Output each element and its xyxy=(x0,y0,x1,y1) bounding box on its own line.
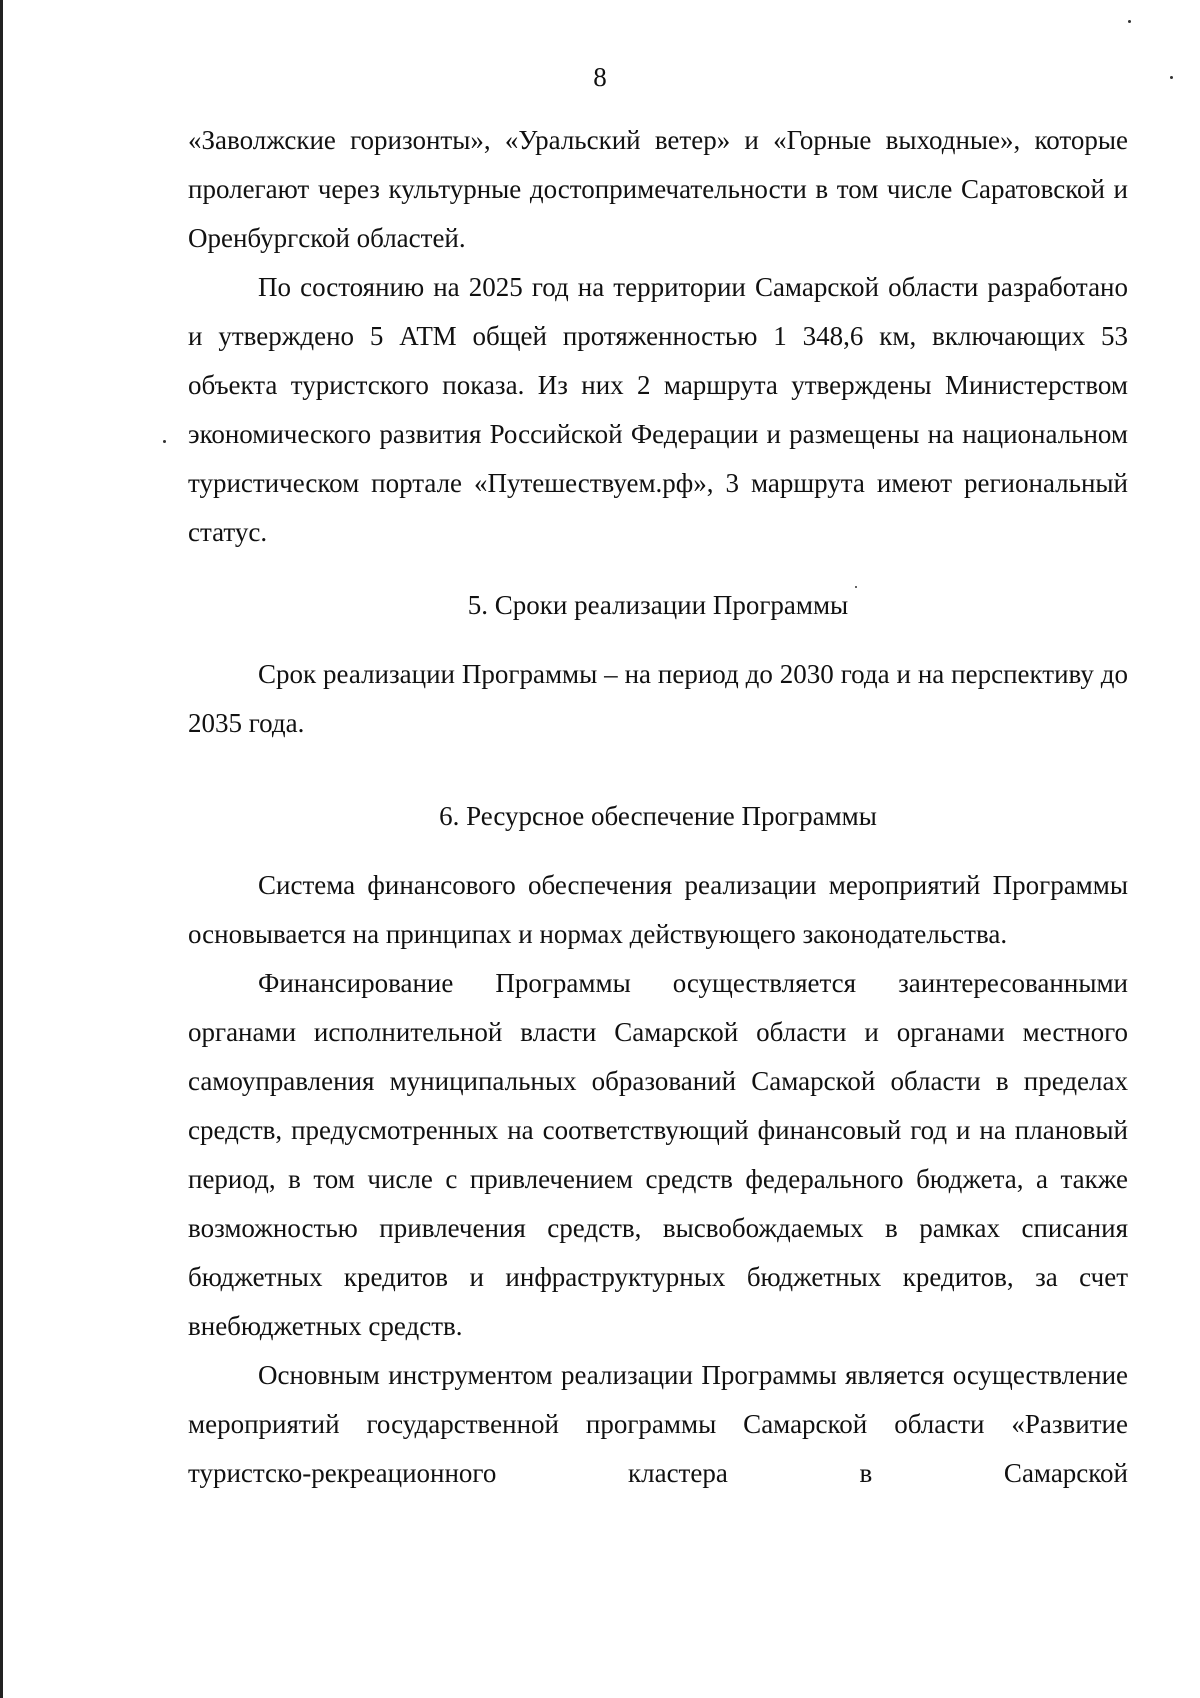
scan-speck xyxy=(1128,20,1131,23)
section-heading: 5. Сроки реализации Программы xyxy=(467,590,849,620)
paragraph: Основным инструментом реализации Программы является осуществление мероприятий государственной программы Самарской области «Развитие туристско-рекреационного кластера в Самарской xyxy=(188,1360,1128,1488)
scan-speck xyxy=(163,440,166,443)
paragraph: Срок реализации Программы – на период до 2030 года и на перспективу до 2035 года. xyxy=(188,659,1128,738)
section-heading: 6. Ресурсное обеспечение Программы xyxy=(439,801,877,831)
paragraph: Финансирование Программы осуществляется заинтересованными органами исполнительной власти Самарской области и органами местного самоуправления муниципальных образований Самарской области в пределах средств, предусмотренных на соответствующий финансовый год и на плановый период, в том числе с привлечением средств федерального бюджета, а также возможностью привлечения средств, высвобождаемых в рамках списания бюджетных кредитов и инфраструктурных бюджетных кредитов, за счет внебюджетных средств. xyxy=(188,968,1128,1341)
document-body xyxy=(188,116,1128,1498)
paragraph: По состоянию на 2025 год на территории Самарской области разработано и утверждено 5 АТМ общей протяженностью 1 348,6 км, включающих 53 объекта туристского показа. Из них 2 маршрута утверждены Министерством экономического развития Российской Федерации и размещены на национальном туристическом портале «Путешествуем.рф», 3 маршрута имеют региональный статус. xyxy=(188,272,1128,547)
paragraph: «Заволжские горизонты», «Уральский ветер» и «Горные выходные», которые пролегают через культурные достопримечательности в том числе Саратовской и Оренбургской областей. xyxy=(188,125,1128,253)
scan-edge-line xyxy=(0,0,3,1698)
paragraph: Система финансового обеспечения реализации мероприятий Программы основывается на принципах и нормах действующего законодательства. xyxy=(188,870,1128,949)
page-number: 8 xyxy=(593,62,607,92)
